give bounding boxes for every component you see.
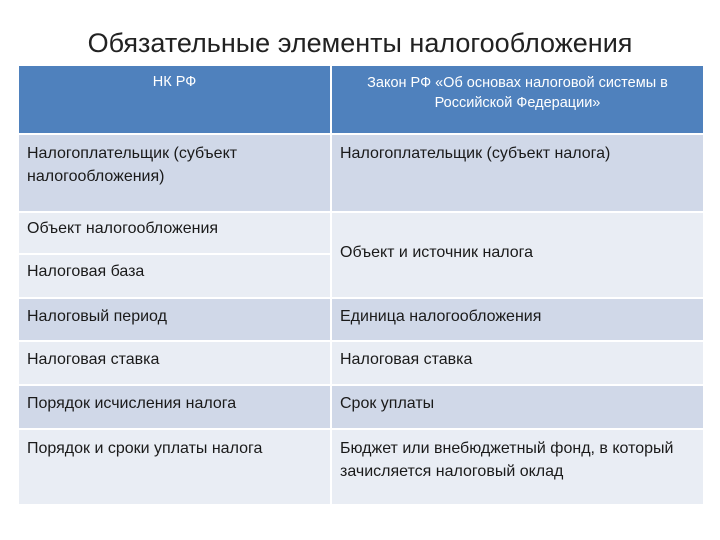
table-row-1-right <box>332 135 703 211</box>
taxpayer-law-text: Налогоплательщик (субъект налога) <box>340 145 611 162</box>
budget-fund-law-text: Бюджет или внебюджетный фонд, в который зачисляется налоговый оклад <box>340 440 674 480</box>
payment-term-law-text: Срок уплаты <box>340 395 435 412</box>
tax-rate-nk-text: Налоговая ставка <box>27 351 160 368</box>
header-left-cell <box>19 66 330 133</box>
tax-period-nk-text: Налоговый период <box>27 308 167 325</box>
tax-base-nk-text: Налоговая база <box>27 263 145 280</box>
table-row-7-left <box>19 430 330 504</box>
tax-rate-law-text: Налоговая ставка <box>340 351 473 368</box>
slide-title: Обязательные элементы налогообложения <box>87 28 633 58</box>
table-row-2-left <box>19 213 330 253</box>
calc-order-nk-text: Порядок исчисления налога <box>27 395 237 412</box>
table-row-4-right <box>332 299 703 340</box>
object-nk-text: Объект налогообложения <box>27 220 219 237</box>
table-row-4-left <box>19 299 330 340</box>
table-row-6-left <box>19 386 330 428</box>
header-right-cell <box>332 66 703 133</box>
table-row-5-left <box>19 342 330 384</box>
table-row-3-left <box>19 255 330 297</box>
tax-unit-law-text: Единица налогообложения <box>340 308 542 325</box>
table-row-5-right <box>332 342 703 384</box>
table-row-2-right <box>332 213 703 297</box>
object-source-law-text: Объект и источник налога <box>340 244 534 261</box>
header-left-text: НК РФ <box>152 74 197 90</box>
tax-elements-table <box>19 66 703 504</box>
table-row-1-left <box>19 135 330 211</box>
taxpayer-nk-text: Налогоплательщик (субъект налогообложения) <box>27 145 238 185</box>
header-right-text: Закон РФ «Об основах налоговой системы в Российской Федерации» <box>367 75 668 111</box>
table-row-6-right <box>332 386 703 428</box>
table-row-7-right <box>332 430 703 504</box>
payment-order-nk-text: Порядок и сроки уплаты налога <box>27 440 263 457</box>
